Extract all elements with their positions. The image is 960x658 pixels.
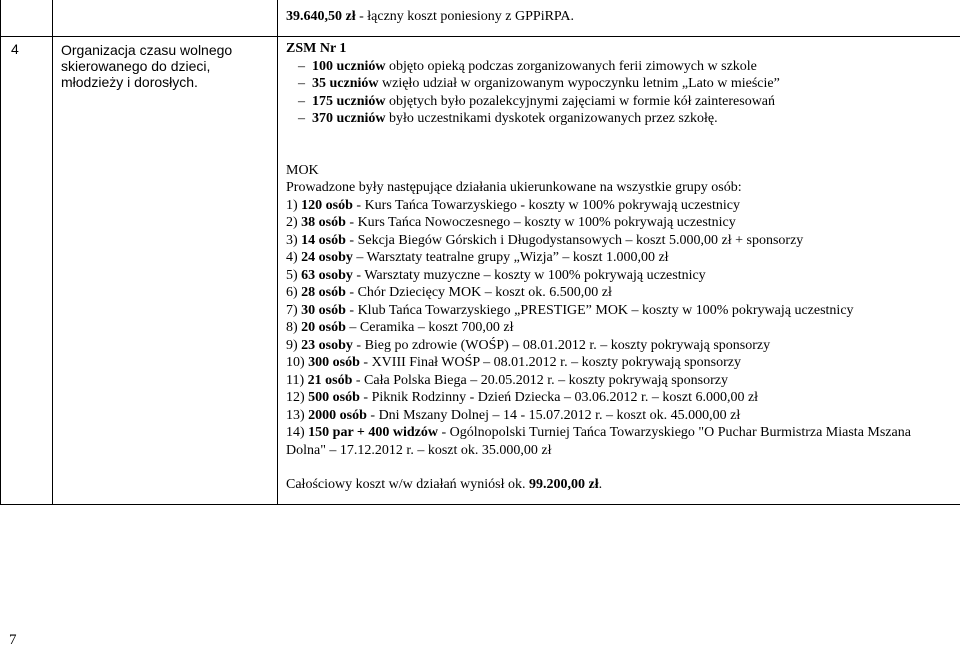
- list-item: – 175 uczniów objętych było pozalekcyjnymi zajęciami w formie kół zainteresowań: [298, 93, 776, 109]
- list-item: 5) 63 osoby - Warsztaty muzyczne – koszty w 100% pokrywają uczestnicy: [286, 267, 706, 283]
- top-cost-line: [286, 9, 574, 24]
- row-number-cell: [1, 37, 53, 505]
- list-item: 3) 14 osób - Sekcja Biegów Górskich i Długodystansowych – koszt 5.000,00 zł + sponsorzy: [286, 232, 804, 248]
- row-title-cell: [53, 37, 278, 505]
- page-number: 7: [9, 632, 17, 648]
- cell-empty-title: [53, 0, 278, 37]
- mok-list: [286, 197, 954, 460]
- top-cost-amount: 39.640,50 zł: [286, 9, 356, 24]
- row-number: 4: [11, 41, 19, 57]
- mok-summary: Całościowy koszt w/w działań wyniósł ok. 99.200,00 zł.: [286, 477, 603, 492]
- cell-top-cost: [278, 0, 960, 37]
- list-item: 14) 150 par + 400 widzów - Ogólnopolski Turniej Tańca Towarzyskiego "O Puchar Burmistrza Miasta Mszana Dolna" – 17.12.2012 r. – koszt ok. 35.000,00 zł: [286, 425, 911, 458]
- list-item: 4) 24 osoby – Warsztaty teatralne grupy „Wizja” – koszt 1.000,00 zł: [286, 250, 669, 265]
- list-item: 12) 500 osób - Piknik Rodzinny - Dzień Dziecka – 03.06.2012 r. – koszt 6.000,00 zł: [286, 390, 759, 405]
- row-content-cell: [278, 37, 960, 505]
- list-item: – 100 uczniów objęto opieką podczas zorganizowanych ferii zimowych w szkole: [298, 58, 757, 74]
- mok-intro: Prowadzone były następujące działania ukierunkowane na wszystkie grupy osób:: [286, 180, 742, 195]
- list-item: 9) 23 osoby - Bieg po zdrowie (WOŚP) – 08.01.2012 r. – koszty pokrywają sponsorzy: [286, 337, 771, 353]
- list-item: 6) 28 osób - Chór Dziecięcy MOK – koszt ok. 6.500,00 zł: [286, 285, 612, 300]
- row-title: Organizacja czasu wolnego skierowanego do dzieci, młodzieży i dorosłych.: [61, 42, 233, 90]
- table-row-top: [1, 0, 960, 37]
- list-item: – 35 uczniów wzięło udział w organizowanym wypoczynku letnim „Lato w mieście”: [298, 76, 780, 91]
- list-item: 2) 38 osób - Kurs Tańca Nowoczesnego – koszty w 100% pokrywają uczestnicy: [286, 215, 736, 230]
- zsm-list: [286, 58, 954, 128]
- list-item: 7) 30 osób - Klub Tańca Towarzyskiego „PRESTIGE” MOK – koszty w 100% pokrywają uczestnicy: [286, 302, 854, 318]
- list-item: 8) 20 osób – Ceramika – koszt 700,00 zł: [286, 320, 514, 335]
- cell-empty-number: [1, 0, 53, 37]
- mok-heading: MOK: [286, 162, 319, 178]
- zsm-heading: ZSM Nr 1: [286, 41, 347, 56]
- list-item: 13) 2000 osób - Dni Mszany Dolnej – 14 - 15.07.2012 r. – koszt ok. 45.000,00 zł: [286, 407, 741, 423]
- list-item: 10) 300 osób - XVIII Finał WOŚP – 08.01.2012 r. – koszty pokrywają sponsorzy: [286, 355, 741, 370]
- table-row-4: [1, 37, 960, 505]
- list-item: 11) 21 osób - Cała Polska Biega – 20.05.2012 r. – koszty pokrywają sponsorzy: [286, 372, 729, 388]
- list-item: – 370 uczniów było uczestnikami dyskotek organizowanych przez szkołę.: [298, 111, 718, 126]
- top-cost-text: - łączny koszt poniesiony z GPPiRPA.: [355, 9, 575, 24]
- list-item: 1) 120 osób - Kurs Tańca Towarzyskiego - koszty w 100% pokrywają uczestnicy: [286, 197, 740, 213]
